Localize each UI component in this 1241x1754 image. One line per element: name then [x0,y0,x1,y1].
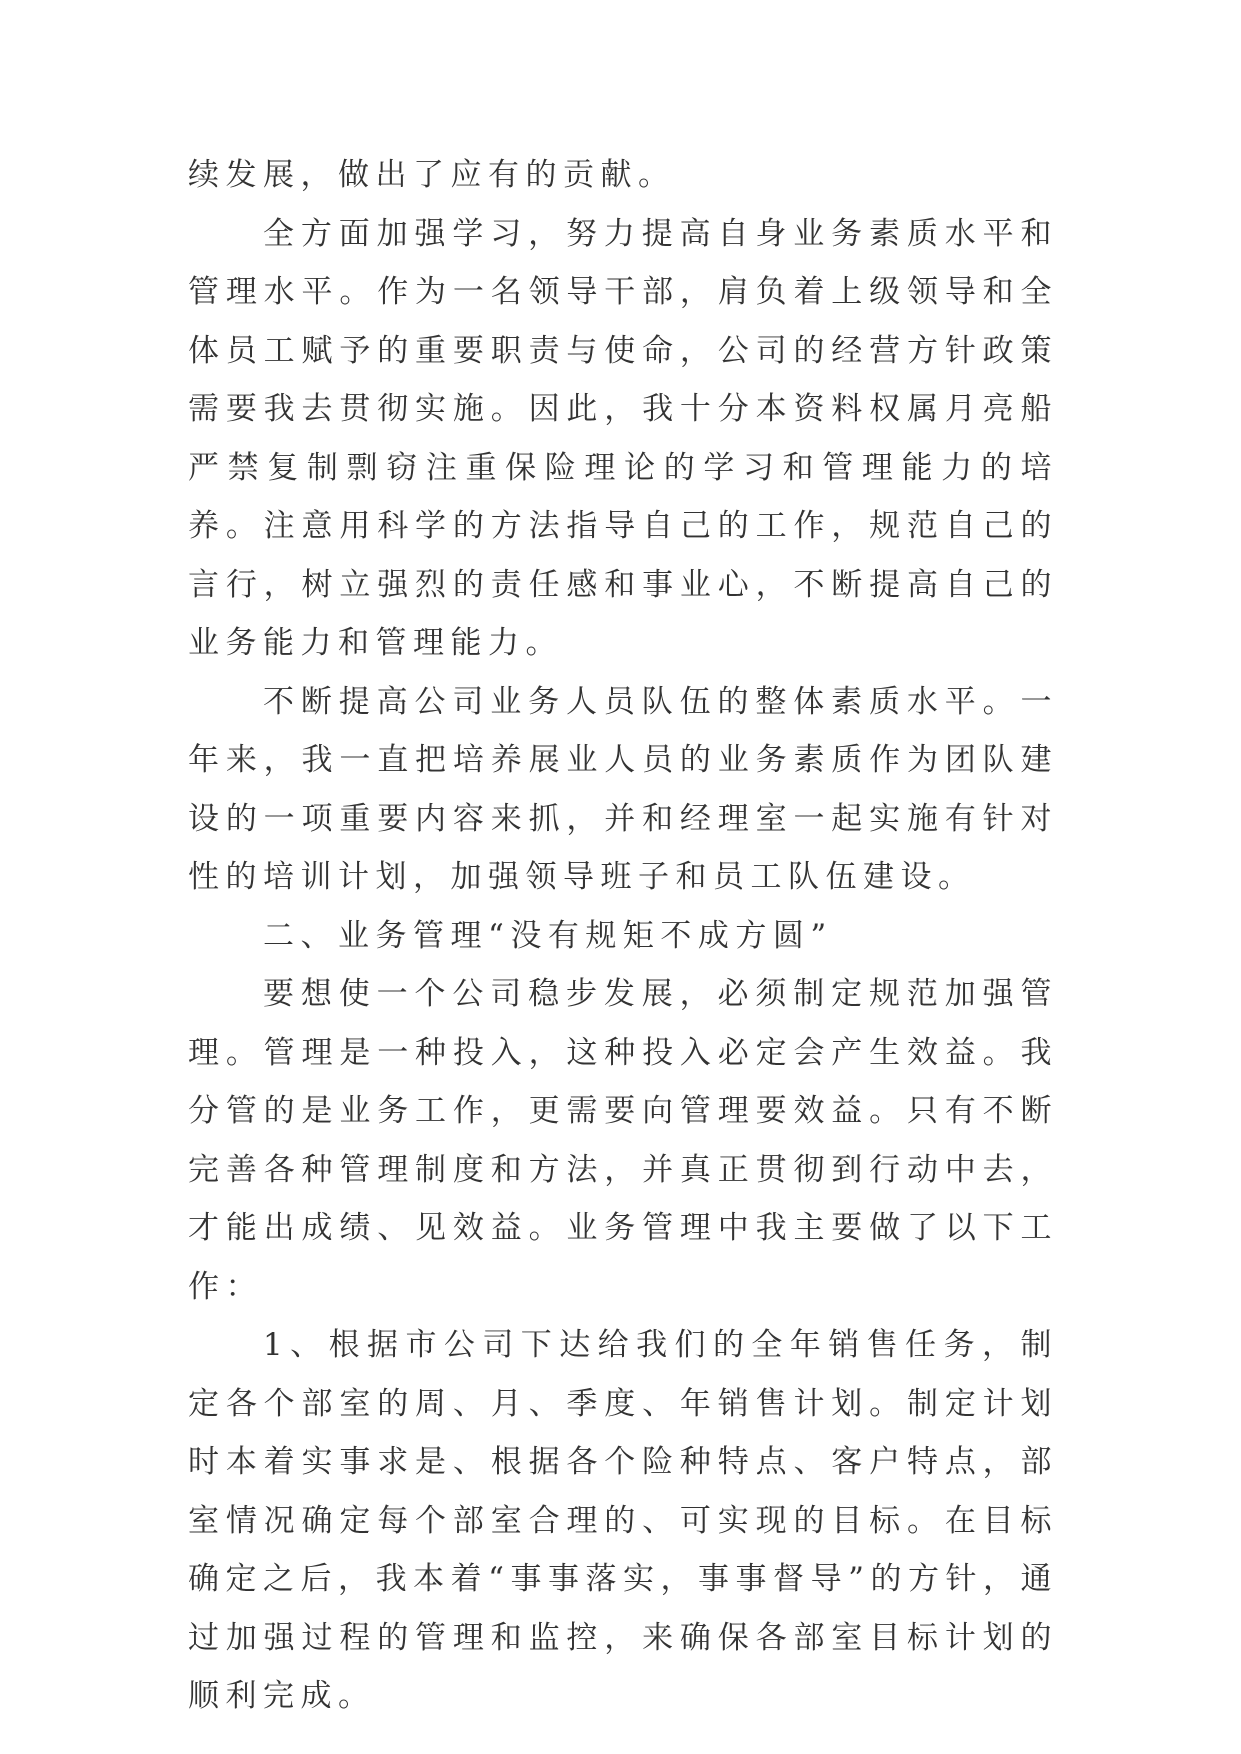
paragraph-continuation: 续发展，做出了应有的贡献。 [188,157,676,193]
document-body [188,146,1058,1726]
paragraph-management: 要想使一个公司稳步发展，必须制定规范加强管理。管理是一种投入，这种投入必定会产生效益。我分管的是业务工作，更需要向管理要效益。只有不断完善各种管理制度和方法，并真正贯彻到行动中去，才能出成绩、见效益。业务管理中我主要做了以下工作： [188,976,1058,1305]
paragraph-team-quality: 不断提高公司业务人员队伍的整体素质水平。一年来，我一直把培养展业人员的业务素质作为团队建设的一项重要内容来抓，并和经理室一起实施有针对性的培训计划，加强领导班子和员工队伍建设。 [188,683,1058,895]
paragraph-study: 全方面加强学习，努力提高自身业务素质水平和管理水平。作为一名领导干部，肩负着上级领导和全体员工赋予的重要职责与使命，公司的经营方针政策需要我去贯彻实施。因此，我十分本资料权属月亮船严禁复制剽窃注重保险理论的学习和管理能力的培养。注意用科学的方法指导自己的工作，规范自己的言行，树立强烈的责任感和事业心，不断提高自己的业务能力和管理能力。 [188,215,1058,661]
section-heading-business-management: 二、业务管理“没有规矩不成方圆” [263,917,833,954]
paragraph-sales-plan: 1、根据市公司下达给我们的全年销售任务，制定各个部室的周、月、季度、年销售计划。制定计划时本着实事求是、根据各个险种特点、客户特点，部室情况确定每个部室合理的、可实现的目标。在目标确定之后，我本着“事事落实，事事督导”的方针，通过加强过程的管理和监控，来确保各部室目标计划的顺利完成。 [188,1327,1058,1714]
